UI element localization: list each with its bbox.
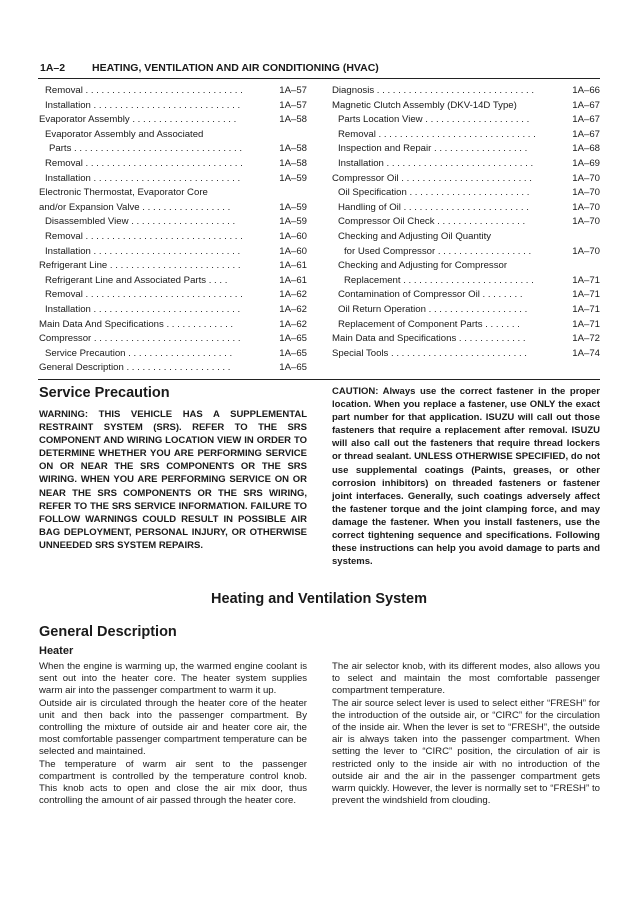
- toc-entry-page: 1A–71: [572, 289, 600, 301]
- service-precaution-heading: Service Precaution: [39, 385, 170, 401]
- toc-entry[interactable]: [39, 157, 307, 172]
- toc-entry-title: Checking and Adjusting Oil Quantity: [338, 230, 492, 242]
- toc-entry-page: 1A–71: [572, 303, 600, 315]
- toc-right-column: [332, 84, 600, 361]
- toc-entry[interactable]: [39, 84, 307, 99]
- toc-entry-page: 1A–61: [279, 274, 307, 286]
- toc-entry-title: Installation . . . . . . . . . . . . . . . . . . . . . . . . . . . .: [45, 303, 241, 315]
- toc-entry-title: Contamination of Compressor Oil . . . . . . . .: [338, 289, 523, 301]
- toc-entry-title: Removal . . . . . . . . . . . . . . . . . . . . . . . . . . . . . .: [45, 230, 243, 242]
- toc-entry[interactable]: [39, 288, 307, 303]
- toc-entry[interactable]: [39, 274, 307, 289]
- toc-entry[interactable]: [332, 332, 600, 347]
- body-paragraph: The air source select lever is used to select either “FRESH” for the introduction of the outside air, or “CIRC” for the circulation of the inside air. When the lever is set to “FRESH”, the outside air is always taken into the passenger compartment. When setting the lever to “CIRC” position, the circulation of air is restricted only to the inside air with no introduction of the outside air and the air in the passenger compartment gets warm quickly. However, the lever is normally set to “FRESH” to prevent the windshield from clouding.: [332, 697, 600, 807]
- toc-entry-title: and/or Expansion Valve . . . . . . . . . . . . . . . . .: [39, 201, 231, 213]
- toc-entry-title: Special Tools . . . . . . . . . . . . . . . . . . . . . . . . . .: [332, 347, 527, 359]
- toc-entry-page: 1A–67: [572, 128, 600, 140]
- toc-entry[interactable]: [332, 142, 600, 157]
- toc-entry[interactable]: [332, 318, 600, 333]
- toc-entry-page: 1A–57: [279, 85, 307, 96]
- toc-entry[interactable]: [39, 99, 307, 114]
- toc-entry[interactable]: [39, 259, 307, 274]
- toc-entry[interactable]: [39, 361, 307, 376]
- toc-entry-page: 1A–65: [279, 333, 307, 345]
- toc-entry-title: Disassembled View . . . . . . . . . . . . . . . . . . . .: [45, 216, 236, 228]
- toc-entry-title: Magnetic Clutch Assembly (DKV-14D Type): [332, 99, 517, 111]
- toc-entry[interactable]: [332, 288, 600, 303]
- section-title: Heating and Ventilation System: [211, 591, 427, 607]
- toc-entry[interactable]: [39, 347, 307, 362]
- toc-entry-title: Replacement . . . . . . . . . . . . . . . . . . . . . . . . .: [344, 274, 534, 286]
- body-paragraph: The air selector knob, with its different modes, also allows you to select and maintain the most comfortable passenger compartment temperature.: [332, 661, 600, 697]
- body-left-column: [39, 661, 307, 807]
- toc-entry-page: 1A–59: [279, 201, 307, 213]
- toc-entry-title: Evaporator Assembly and Associated: [45, 128, 204, 140]
- general-description-heading: General Description: [39, 624, 177, 640]
- toc-entry-title: Main Data And Specifications . . . . . . . . . . . . .: [39, 318, 234, 330]
- toc-entry-title: Installation . . . . . . . . . . . . . . . . . . . . . . . . . . . .: [45, 99, 241, 111]
- toc-entry-page: 1A–62: [279, 289, 307, 301]
- toc-entry-title: Removal . . . . . . . . . . . . . . . . . . . . . . . . . . . . . .: [45, 85, 243, 96]
- toc-entry-title: Diagnosis . . . . . . . . . . . . . . . . . . . . . . . . . . . . . .: [332, 85, 535, 96]
- toc-entry-title: Parts Location View . . . . . . . . . . . . . . . . . . . .: [338, 114, 530, 126]
- toc-entry-title: Main Data and Specifications . . . . . . . . . . . . .: [332, 333, 526, 345]
- toc-entry-page: 1A–71: [572, 318, 600, 330]
- heater-subheading: Heater: [39, 645, 74, 657]
- toc-entry-page: 1A–70: [572, 187, 600, 199]
- toc-entry-title: Compressor Oil . . . . . . . . . . . . . . . . . . . . . . . . .: [332, 172, 532, 184]
- toc-entry[interactable]: [332, 215, 600, 230]
- toc-entry-page: 1A–74: [572, 347, 600, 359]
- header-divider: [38, 78, 600, 79]
- toc-entry[interactable]: [332, 259, 600, 274]
- toc-entry[interactable]: [39, 128, 307, 143]
- toc-entry-title: Compressor Oil Check . . . . . . . . . . . . . . . . .: [338, 216, 526, 228]
- page-header: [40, 62, 600, 74]
- toc-entry-title: Removal . . . . . . . . . . . . . . . . . . . . . . . . . . . . . .: [45, 157, 243, 169]
- toc-entry[interactable]: [332, 347, 600, 362]
- toc-entry-title: Evaporator Assembly . . . . . . . . . . . . . . . . . . . .: [39, 114, 237, 126]
- body-right-column: [332, 661, 600, 807]
- toc-entry[interactable]: [39, 186, 307, 201]
- toc-entry-page: 1A–70: [572, 245, 600, 257]
- toc-entry-title: Electronic Thermostat, Evaporator Core: [39, 187, 208, 199]
- toc-entry-page: 1A–60: [279, 245, 307, 257]
- toc-entry[interactable]: [332, 157, 600, 172]
- toc-entry-title: Checking and Adjusting for Compressor: [338, 260, 508, 272]
- toc-entry-title: Parts . . . . . . . . . . . . . . . . . . . . . . . . . . . . . . . .: [49, 143, 242, 155]
- toc-entry[interactable]: [39, 230, 307, 245]
- toc-entry-title: Refrigerant Line and Associated Parts . . . .: [45, 274, 228, 286]
- toc-entry-title: Refrigerant Line . . . . . . . . . . . . . . . . . . . . . . . . .: [39, 260, 241, 272]
- toc-entry-title: Handling of Oil . . . . . . . . . . . . . . . . . . . . . . . .: [338, 201, 529, 213]
- toc-entry-page: 1A–71: [572, 274, 600, 286]
- toc-entry-title: Installation . . . . . . . . . . . . . . . . . . . . . . . . . . . .: [45, 245, 241, 257]
- toc-entry-title: Inspection and Repair . . . . . . . . . . . . . . . . . .: [338, 143, 528, 155]
- toc-entry[interactable]: [39, 113, 307, 128]
- toc-entry-title: Replacement of Component Parts . . . . . . .: [338, 318, 520, 330]
- toc-entry[interactable]: [332, 172, 600, 187]
- toc-entry-page: 1A–67: [572, 114, 600, 126]
- toc-entry[interactable]: [39, 142, 307, 157]
- toc-entry-page: 1A–69: [572, 157, 600, 169]
- toc-entry[interactable]: [332, 230, 600, 245]
- toc-entry-title: for Used Compressor . . . . . . . . . . . . . . . . . .: [344, 245, 532, 257]
- toc-entry-page: 1A–67: [572, 99, 600, 111]
- toc-entry[interactable]: [332, 274, 600, 289]
- toc-entry[interactable]: [39, 332, 307, 347]
- toc-entry[interactable]: [39, 245, 307, 260]
- toc-entry-title: Service Precaution . . . . . . . . . . . . . . . . . . . .: [45, 347, 233, 359]
- toc-entry[interactable]: [332, 303, 600, 318]
- toc-entry-page: 1A–62: [279, 303, 307, 315]
- toc-entry-page: 1A–66: [572, 85, 600, 96]
- toc-entry[interactable]: [332, 128, 600, 143]
- toc-entry[interactable]: [39, 303, 307, 318]
- toc-entry-title: General Description . . . . . . . . . . . . . . . . . . . .: [39, 362, 231, 374]
- toc-entry-page: 1A–58: [279, 114, 307, 126]
- toc-entry-page: 1A–70: [572, 172, 600, 184]
- toc-entry-page: 1A–61: [279, 260, 307, 272]
- toc-left-column: [39, 84, 307, 376]
- toc-entry-title: Oil Specification . . . . . . . . . . . . . . . . . . . . . . .: [338, 187, 530, 199]
- toc-entry-page: 1A–58: [279, 157, 307, 169]
- toc-entry-page: 1A–58: [279, 143, 307, 155]
- toc-entry[interactable]: [39, 201, 307, 216]
- toc-entry-title: Installation . . . . . . . . . . . . . . . . . . . . . . . . . . . .: [45, 172, 241, 184]
- toc-entry[interactable]: [332, 84, 600, 99]
- toc-entry[interactable]: [332, 245, 600, 260]
- page-number: 1A–2: [40, 62, 66, 74]
- body-paragraph: The temperature of warm air sent to the passenger compartment is controlled by the temperature control knob. This knob acts to open and close the air mix door, thus controlling the amount of air passed through the heater core.: [39, 758, 307, 807]
- toc-entry-title: Installation . . . . . . . . . . . . . . . . . . . . . . . . . . . .: [338, 157, 534, 169]
- toc-entry[interactable]: [332, 186, 600, 201]
- toc-entry[interactable]: [39, 215, 307, 230]
- toc-entry[interactable]: [332, 201, 600, 216]
- toc-entry-page: 1A–59: [279, 172, 307, 184]
- toc-entry-page: 1A–65: [279, 347, 307, 359]
- toc-entry-page: 1A–72: [572, 333, 600, 345]
- srs-warning-text: WARNING: THIS VEHICLE HAS A SUPPLEMENTAL RESTRAINT SYSTEM (SRS). REFER TO THE SRS COMPONENT AND WIRING LOCATION VIEW IN ORDER TO DETERMINE WHETHER YOU ARE PERFORMING SERVICE ON OR NEAR THE SRS COMPONENTS OR THE SRS WIRING. WHEN YOU ARE PERFORMING SERVICE ON OR NEAR THE SRS COMPONENTS OR THE SRS WIRING, REFER TO THE SRS SERVICE INFORMATION. FAILURE TO FOLLOW WARNINGS COULD RESULT IN POSSIBLE AIR BAG DEPLOYMENT, PERSONAL INJURY, OR OTHERWISE UNNEEDED SRS SYSTEM REPAIRS.: [39, 409, 307, 551]
- toc-entry-title: Compressor . . . . . . . . . . . . . . . . . . . . . . . . . . . .: [39, 333, 241, 345]
- toc-entry[interactable]: [39, 172, 307, 187]
- fastener-caution-text: CAUTION: Always use the correct fastener in the proper location. When you replace a fastener, use ONLY the exact part number for that application. ISUZU will call out those fasteners that require a replacement after removal. ISUZU will also call out the fasteners that require thread lockers or thread sealant. UNLESS OTHERWISE SPECIFIED, do not use supplemental coatings (Paints, greases, or other corrosion inhibitors) on threaded fasteners or fastener joint interfaces. Generally, such coatings adversely affect the fastener torque and the joint clamping force, and may damage the fastener. When you install fasteners, use the correct tightening sequence and specifications. Following these instructions can help you avoid damage to parts and systems.: [332, 386, 600, 568]
- toc-entry-page: 1A–70: [572, 216, 600, 228]
- toc-entry[interactable]: [332, 99, 600, 114]
- toc-entry-page: 1A–59: [279, 216, 307, 228]
- toc-divider: [38, 379, 600, 380]
- toc-entry-page: 1A–57: [279, 99, 307, 111]
- body-paragraph: When the engine is warming up, the warmed engine coolant is sent out into the heater core. The heater system supplies warm air into the passenger compartment to warm it up.: [39, 661, 307, 697]
- toc-entry-title: Removal . . . . . . . . . . . . . . . . . . . . . . . . . . . . . .: [338, 128, 536, 140]
- body-paragraph: Outside air is circulated through the heater core of the heater unit and then back into the passenger compartment. By controlling the mixture of outside air and heater core air, the most comfortable passenger compartment temperature can be selected and maintained.: [39, 697, 307, 758]
- toc-entry-page: 1A–60: [279, 230, 307, 242]
- toc-entry[interactable]: [39, 318, 307, 333]
- toc-entry-title: Removal . . . . . . . . . . . . . . . . . . . . . . . . . . . . . .: [45, 289, 243, 301]
- header-title: HEATING, VENTILATION AND AIR CONDITIONING (HVAC): [92, 62, 379, 74]
- toc-entry-page: 1A–70: [572, 201, 600, 213]
- toc-entry-title: Oil Return Operation . . . . . . . . . . . . . . . . . . .: [338, 303, 528, 315]
- toc-entry-page: 1A–68: [572, 143, 600, 155]
- toc-entry[interactable]: [332, 113, 600, 128]
- toc-entry-page: 1A–65: [279, 362, 307, 374]
- toc-entry-page: 1A–62: [279, 318, 307, 330]
